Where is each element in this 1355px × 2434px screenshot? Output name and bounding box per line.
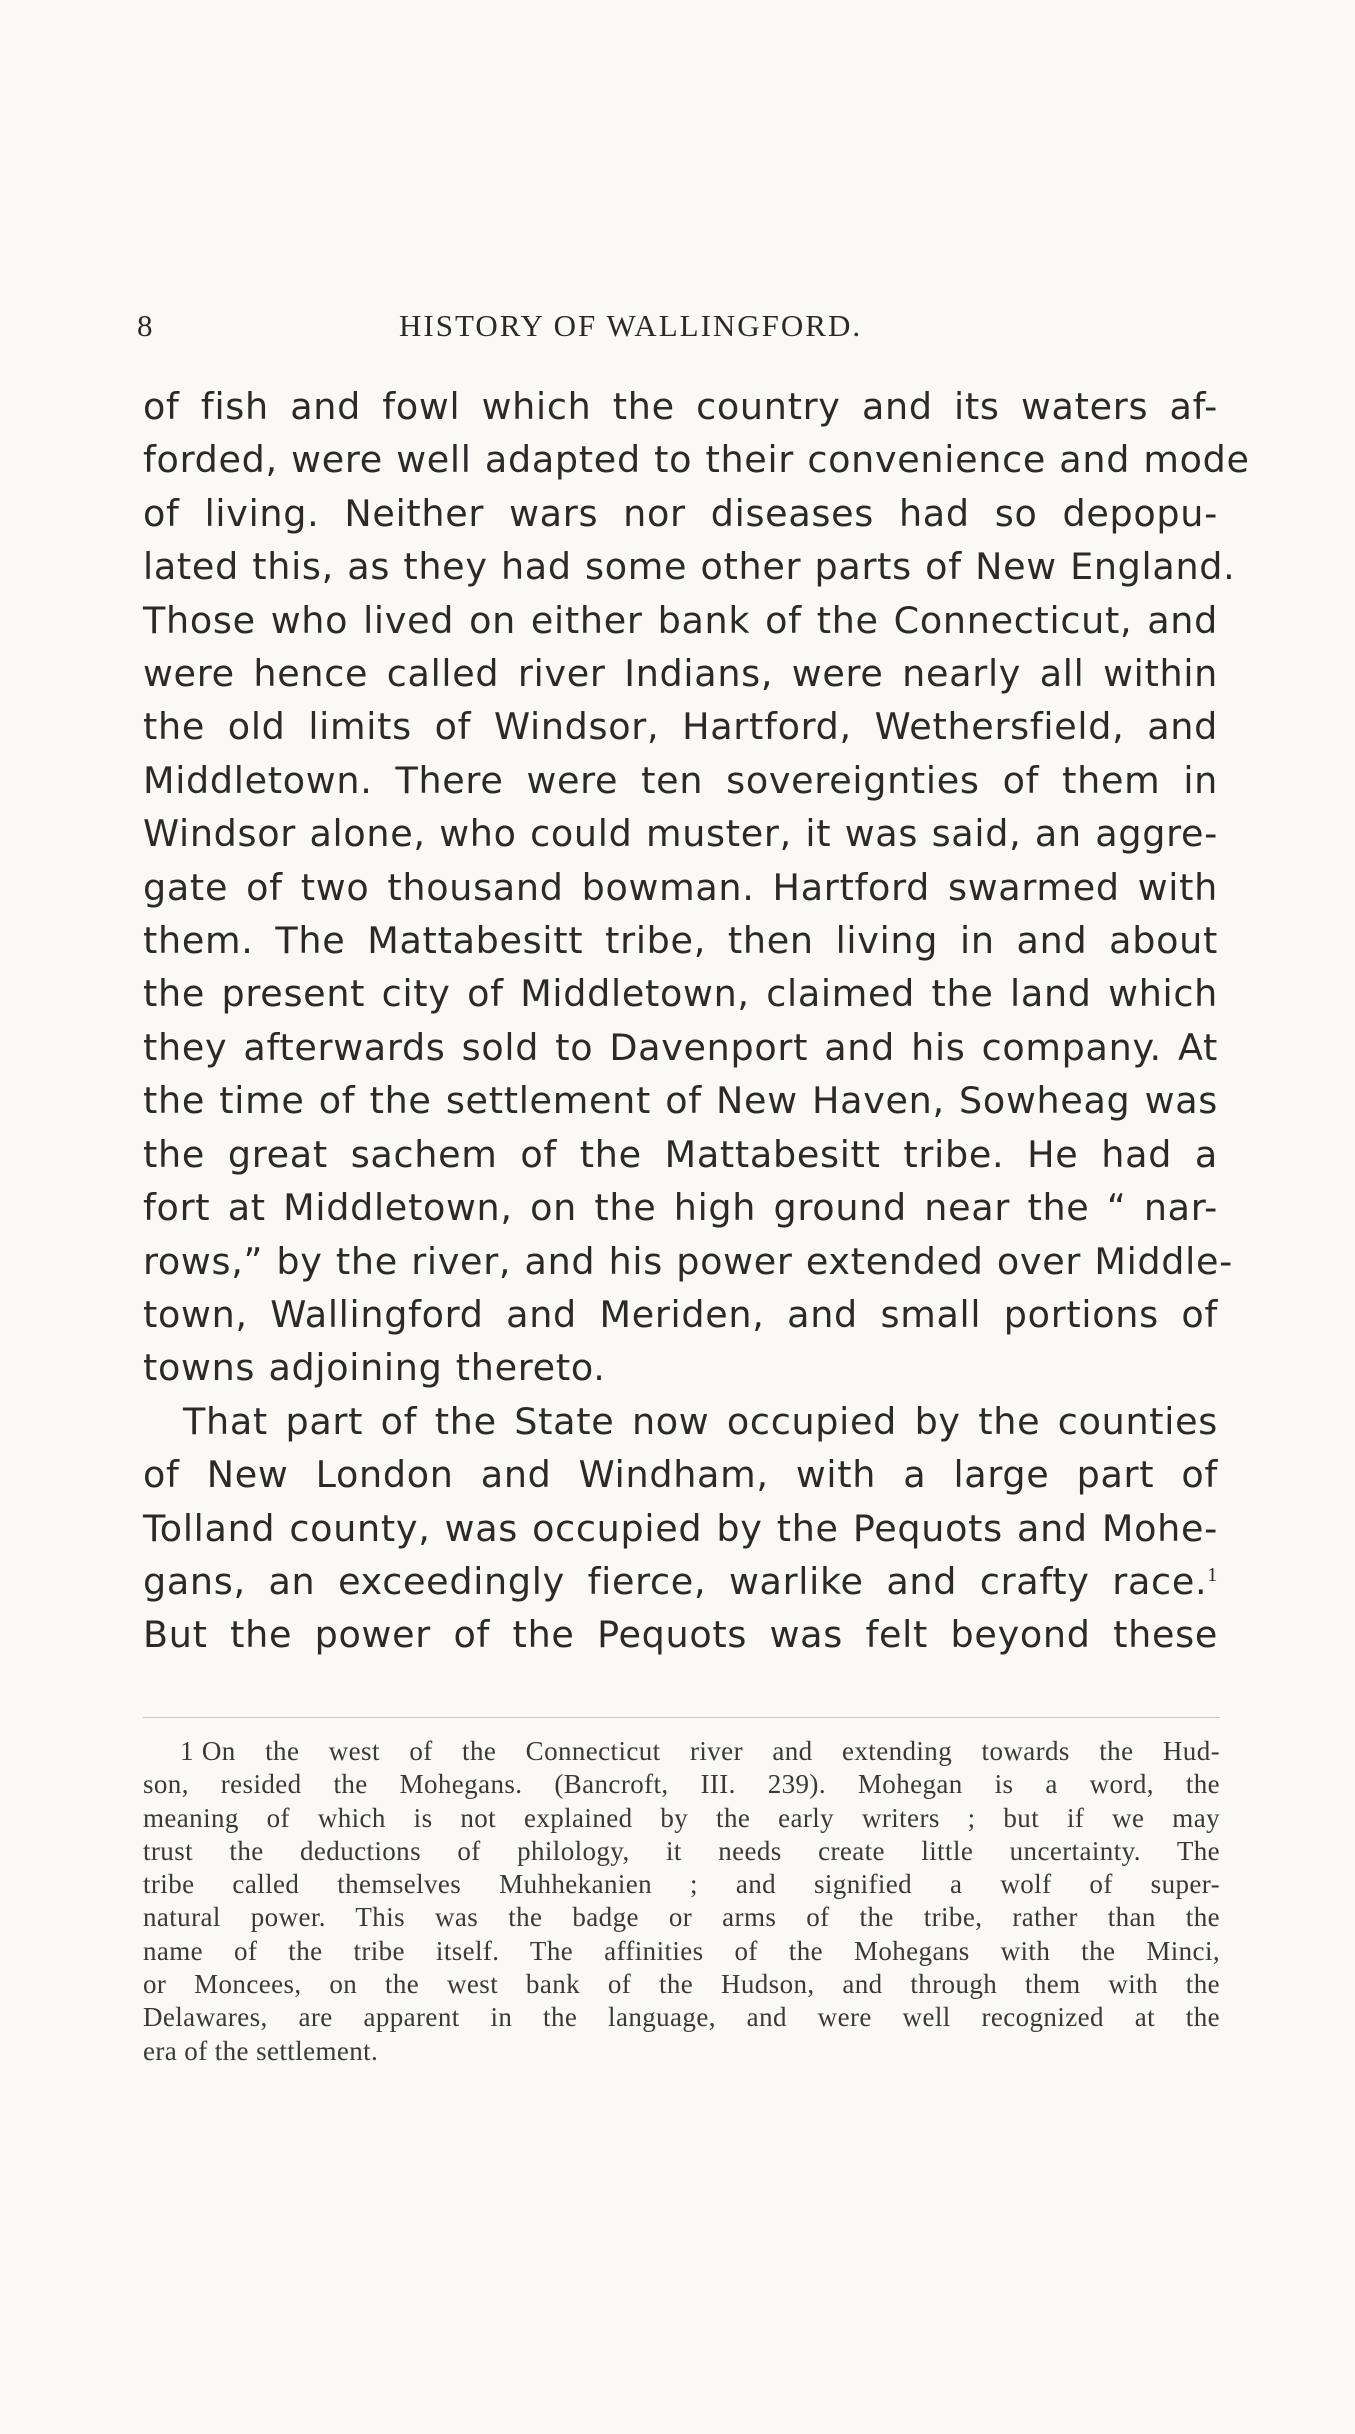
- text-line: the time of the settlement of New Haven, Sowheag was: [143, 1079, 1218, 1123]
- footnote-line-content: On the west of the Connecticut river and extending towards the Hud-: [201, 1736, 1220, 1766]
- text-line: Windsor alone, who could muster, it was said, an aggre-: [143, 812, 1218, 856]
- text-line: the present city of Middletown, claimed the land which: [143, 972, 1218, 1016]
- footnote-first-line: [143, 1735, 1220, 1768]
- text-line: the great sachem of the Mattabesitt tribe. He had a: [143, 1132, 1218, 1176]
- main-text: [143, 380, 1250, 1662]
- text-line: of fish and fowl which the country and its waters af-: [143, 385, 1218, 428]
- text-line: But the power of the Pequots was felt beyond these: [143, 1613, 1218, 1657]
- footnote-line: era of the settlement.: [143, 2035, 379, 2066]
- text-line: towns adjoining thereto.: [143, 1346, 606, 1390]
- text-line: Tolland county, was occupied by the Pequots and Mohe-: [143, 1506, 1218, 1550]
- footnote-line: trust the deductions of philology, it needs create little uncertainty. The: [143, 1835, 1220, 1866]
- footnote-number: 1: [180, 1736, 194, 1766]
- footnote-reference[interactable]: 1: [1207, 1563, 1218, 1586]
- text-line: they afterwards sold to Davenport and his company. At: [143, 1025, 1218, 1069]
- text-line: forded, were well adapted to their convenience and mode: [143, 438, 1250, 482]
- text-line: the old limits of Windsor, Hartford, Wethersfield, and: [143, 705, 1218, 749]
- text-line: fort at Middletown, on the high ground near the “ nar-: [143, 1186, 1218, 1230]
- paragraph-start-line: That part of the State now occupied by the counties: [183, 1399, 1218, 1443]
- text-line: town, Wallingford and Meriden, and small portions of: [143, 1292, 1218, 1336]
- footnote-line: tribe called themselves Muhhekanien ; and signified a wolf of super-: [143, 1869, 1220, 1900]
- footnote-line: name of the tribe itself. The affinities of the Mohegans with the Minci,: [143, 1935, 1220, 1966]
- page-number: 8: [137, 308, 155, 343]
- footnote-line: meaning of which is not explained by the early writers ; but if we may: [143, 1802, 1220, 1833]
- page-header: [137, 308, 1217, 358]
- footnote-line: son, resided the Mohegans. (Bancroft, III. 239). Mohegan is a word, the: [143, 1769, 1220, 1800]
- text-line-with-footnote-ref: [143, 1555, 1218, 1608]
- text-line: lated this, as they had some other parts of New England.: [143, 545, 1236, 589]
- text-line: rows,” by the river, and his power extended over Middle-: [143, 1239, 1234, 1283]
- text-line: of living. Neither wars nor diseases had so depopu-: [143, 491, 1218, 535]
- footnote-line: Delawares, are apparent in the language, and were well recognized at the: [143, 2002, 1220, 2033]
- text-line: them. The Mattabesitt tribe, then living in and about: [143, 919, 1218, 963]
- footnote-line: natural power. This was the badge or arms of the tribe, rather than the: [143, 1902, 1220, 1933]
- footnotes: [143, 1735, 1220, 2068]
- text-line: were hence called river Indians, were nearly all within: [143, 652, 1218, 696]
- text-line: Middletown. There were ten sovereignties of them in: [143, 758, 1218, 802]
- text-line: Those who lived on either bank of the Connecticut, and: [143, 598, 1218, 642]
- text-line: gate of two thousand bowman. Hartford swarmed with: [143, 865, 1218, 909]
- footnote-divider: [143, 1717, 1220, 1718]
- text-line-content: gans, an exceedingly fierce, warlike and crafty race.: [143, 1559, 1208, 1603]
- footnote-line: or Moncees, on the west bank of the Hudson, and through them with the: [143, 1969, 1220, 2000]
- text-line: of New London and Windham, with a large part of: [143, 1453, 1218, 1497]
- running-title: HISTORY OF WALLINGFORD.: [399, 308, 863, 343]
